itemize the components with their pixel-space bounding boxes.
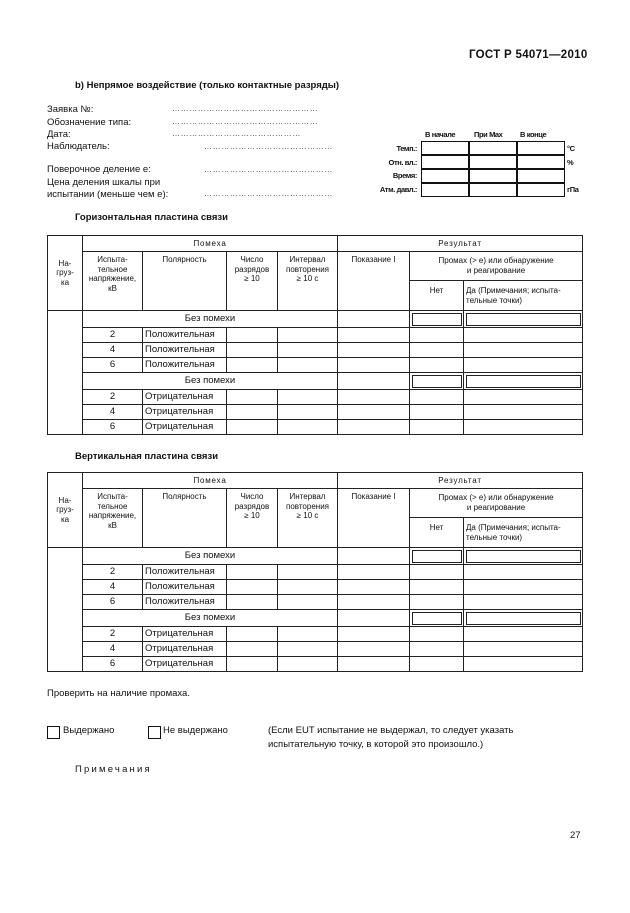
env-temp-end[interactable]: [517, 141, 565, 155]
t2-r5-no[interactable]: [410, 642, 464, 657]
t1-head-loading: На- груз- ка: [48, 236, 83, 311]
t1-head-yes: Да (Примечания; испыта- тельные точки): [464, 281, 583, 311]
t2-r2-polarity: Положительная: [143, 580, 227, 595]
env-temp-label: Темп.:: [396, 144, 417, 153]
t2-r3-indication[interactable]: [338, 595, 410, 610]
date-label: Дата:: [47, 129, 71, 140]
t1-r3-yes[interactable]: [464, 358, 583, 373]
t2-group1-label: Без помехи: [83, 548, 338, 565]
t1-g1-indication[interactable]: [338, 311, 410, 328]
env-pressure-unit: гПа: [567, 185, 579, 194]
env-col-end: В конце: [520, 130, 547, 139]
t1-r6-interval[interactable]: [278, 420, 338, 435]
env-time-label: Время:: [392, 171, 417, 180]
env-col-max: При Max: [474, 130, 503, 139]
t2-r5-yes[interactable]: [464, 642, 583, 657]
t1-g2-indication[interactable]: [338, 373, 410, 390]
table1: [47, 235, 583, 435]
env-humidity-end[interactable]: [517, 155, 565, 169]
t1-head-no: Нет: [410, 281, 464, 311]
t2-g1-yes[interactable]: [464, 548, 583, 565]
t1-r3-interval[interactable]: [278, 358, 338, 373]
t1-r5-polarity: Отрицательная: [143, 405, 227, 420]
t1-r6-indication[interactable]: [338, 420, 410, 435]
t2-r5-polarity: Отрицательная: [143, 642, 227, 657]
t1-r4-polarity: Отрицательная: [143, 390, 227, 405]
t1-r4-voltage: 2: [83, 390, 143, 405]
t1-g1-yes[interactable]: [464, 311, 583, 328]
standard-number: ГОСТ Р 54071—2010: [469, 49, 588, 61]
t2-g1-indication[interactable]: [338, 548, 410, 565]
t2-r6-yes[interactable]: [464, 657, 583, 672]
t2-r1-indication[interactable]: [338, 565, 410, 580]
t2-r6-no[interactable]: [410, 657, 464, 672]
env-temp-max[interactable]: [469, 141, 517, 155]
t1-r4-yes[interactable]: [464, 390, 583, 405]
notes-label: Примечания: [75, 764, 152, 775]
application-number-field[interactable]: ……………………………………………: [172, 104, 319, 113]
t2-r5-number[interactable]: [227, 642, 278, 657]
t2-g1-no[interactable]: [410, 548, 464, 565]
t1-r2-interval[interactable]: [278, 343, 338, 358]
t2-r6-interval[interactable]: [278, 657, 338, 672]
t1-r2-polarity: Положительная: [143, 343, 227, 358]
t1-head-voltage: Испыта- тельное напряжение, кВ: [83, 252, 143, 311]
t2-r4-number[interactable]: [227, 627, 278, 642]
t2-r5-indication[interactable]: [338, 642, 410, 657]
t1-g1-no[interactable]: [410, 311, 464, 328]
t2-g2-yes[interactable]: [464, 610, 583, 627]
t1-r2-no[interactable]: [410, 343, 464, 358]
scale-interval-label-1: Цена деления шкалы при: [47, 177, 161, 188]
t2-r2-voltage: 4: [83, 580, 143, 595]
t1-r3-voltage: 6: [83, 358, 143, 373]
t2-r3-number[interactable]: [227, 595, 278, 610]
t1-r1-indication[interactable]: [338, 328, 410, 343]
table1-title: Горизонтальная пластина связи: [75, 212, 228, 223]
t1-r5-number[interactable]: [227, 405, 278, 420]
type-designation-field[interactable]: ……………………………………………: [172, 117, 319, 126]
t2-head-voltage: Испыта- тельное напряжение, кВ: [83, 489, 143, 548]
t1-r2-indication[interactable]: [338, 343, 410, 358]
t2-r2-indication[interactable]: [338, 580, 410, 595]
t1-r1-number[interactable]: [227, 328, 278, 343]
t1-r3-no[interactable]: [410, 358, 464, 373]
t1-r4-interval[interactable]: [278, 390, 338, 405]
t2-r2-no[interactable]: [410, 580, 464, 595]
t1-r3-indication[interactable]: [338, 358, 410, 373]
t2-r4-interval[interactable]: [278, 627, 338, 642]
t1-r6-yes[interactable]: [464, 420, 583, 435]
t2-head-yes: Да (Примечания; испыта- тельные точки): [464, 518, 583, 548]
t2-r6-polarity: Отрицательная: [143, 657, 227, 672]
t2-r4-no[interactable]: [410, 627, 464, 642]
t1-r3-polarity: Положительная: [143, 358, 227, 373]
verification-division-label: Поверочное деление e:: [47, 164, 151, 175]
t2-r4-polarity: Отрицательная: [143, 627, 227, 642]
passed-label: Выдержано: [63, 725, 115, 736]
env-humidity-start[interactable]: [421, 155, 469, 169]
env-temp-start[interactable]: [421, 141, 469, 155]
table2-title: Вертикальная пластина связи: [75, 451, 219, 462]
t1-r6-no[interactable]: [410, 420, 464, 435]
t1-g2-no[interactable]: [410, 373, 464, 390]
t1-head-interval: Интервал повторения ≥ 10 с: [278, 252, 338, 311]
t2-r3-interval[interactable]: [278, 595, 338, 610]
t1-r4-number[interactable]: [227, 390, 278, 405]
t2-group2-label: Без помехи: [83, 610, 338, 627]
t2-r1-number[interactable]: [227, 565, 278, 580]
scale-interval-field[interactable]: ………………………………………: [204, 189, 333, 198]
t1-head-number: Число разрядов ≥ 10: [227, 252, 278, 311]
env-pressure-label: Атм. давл.:: [379, 185, 417, 194]
t1-g2-yes[interactable]: [464, 373, 583, 390]
t1-r2-voltage: 4: [83, 343, 143, 358]
t2-r6-indication[interactable]: [338, 657, 410, 672]
t1-head-error: Промах (> e) или обнаружение и реагирование: [410, 252, 583, 281]
date-field[interactable]: ………………………………………: [172, 129, 301, 138]
t1-head-result: Результат: [338, 236, 583, 252]
t2-r4-yes[interactable]: [464, 627, 583, 642]
t1-head-interference: Помеха: [83, 236, 338, 252]
t1-r5-yes[interactable]: [464, 405, 583, 420]
env-pressure-end[interactable]: [517, 183, 565, 197]
t2-head-indication: Показание I: [338, 489, 410, 548]
section-title: b) Непрямое воздействие (только контактные разряды): [75, 80, 340, 91]
t2-head-interval: Интервал повторения ≥ 10 с: [278, 489, 338, 548]
env-time-end[interactable]: [517, 169, 565, 183]
env-humidity-unit: %: [567, 158, 574, 167]
t1-r4-no[interactable]: [410, 390, 464, 405]
t2-head-polarity: Полярность: [143, 489, 227, 548]
env-humidity-max[interactable]: [469, 155, 517, 169]
t2-r6-number[interactable]: [227, 657, 278, 672]
t2-head-interference: Помеха: [83, 473, 338, 489]
t1-head-indication: Показание I: [338, 252, 410, 311]
env-pressure-max[interactable]: [469, 183, 517, 197]
t2-g2-no[interactable]: [410, 610, 464, 627]
t1-r2-yes[interactable]: [464, 343, 583, 358]
t2-head-no: Нет: [410, 518, 464, 548]
scale-interval-label-2: испытании (меньше чем e):: [47, 189, 169, 200]
type-designation-label: Обозначение типа:: [47, 117, 132, 128]
t2-r3-yes[interactable]: [464, 595, 583, 610]
t2-head-loading: На- груз- ка: [48, 473, 83, 548]
t2-loading-cell[interactable]: [48, 548, 83, 672]
t1-loading-cell[interactable]: [48, 311, 83, 435]
failed-checkbox[interactable]: [148, 726, 161, 739]
t1-r6-voltage: 6: [83, 420, 143, 435]
env-time-start[interactable]: [421, 169, 469, 183]
t1-r5-no[interactable]: [410, 405, 464, 420]
t1-r4-indication[interactable]: [338, 390, 410, 405]
failure-note-line2: испытательную точку, в которой это произошло.): [268, 739, 484, 750]
env-col-start: В начале: [425, 130, 456, 139]
env-time-max[interactable]: [469, 169, 517, 183]
t1-r1-interval[interactable]: [278, 328, 338, 343]
t2-head-number: Число разрядов ≥ 10: [227, 489, 278, 548]
observer-field[interactable]: ………………………………………: [204, 142, 333, 151]
t2-r3-polarity: Положительная: [143, 595, 227, 610]
t2-r4-indication[interactable]: [338, 627, 410, 642]
t1-r1-yes[interactable]: [464, 328, 583, 343]
t2-r1-yes[interactable]: [464, 565, 583, 580]
t2-r1-interval[interactable]: [278, 565, 338, 580]
env-humidity-label: Отн. вл.:: [388, 158, 417, 167]
t1-r1-polarity: Положительная: [143, 328, 227, 343]
passed-checkbox[interactable]: [47, 726, 60, 739]
t1-r2-number[interactable]: [227, 343, 278, 358]
t1-r3-number[interactable]: [227, 358, 278, 373]
observer-label: Наблюдатель:: [47, 141, 110, 152]
t2-r5-voltage: 4: [83, 642, 143, 657]
t2-r6-voltage: 6: [83, 657, 143, 672]
t2-head-error: Промах (> e) или обнаружение и реагирование: [410, 489, 583, 518]
t2-r1-polarity: Положительная: [143, 565, 227, 580]
t2-r5-interval[interactable]: [278, 642, 338, 657]
t2-r1-no[interactable]: [410, 565, 464, 580]
t2-r3-voltage: 6: [83, 595, 143, 610]
t2-r3-no[interactable]: [410, 595, 464, 610]
t1-r1-voltage: 2: [83, 328, 143, 343]
t1-r6-polarity: Отрицательная: [143, 420, 227, 435]
env-pressure-start[interactable]: [421, 183, 469, 197]
t1-head-polarity: Полярность: [143, 252, 227, 311]
t1-r1-no[interactable]: [410, 328, 464, 343]
t2-r2-yes[interactable]: [464, 580, 583, 595]
t1-r5-indication[interactable]: [338, 405, 410, 420]
t2-r4-voltage: 2: [83, 627, 143, 642]
t1-r6-number[interactable]: [227, 420, 278, 435]
failure-note-line1: (Если EUT испытание не выдержал, то следует указать: [268, 725, 514, 736]
table2: [47, 472, 583, 672]
check-instruction: Проверить на наличие промаха.: [47, 688, 190, 699]
env-temp-unit: °C: [567, 144, 575, 153]
t2-r2-number[interactable]: [227, 580, 278, 595]
t2-head-result: Результат: [338, 473, 583, 489]
t2-r1-voltage: 2: [83, 565, 143, 580]
page-number: 27: [570, 830, 581, 841]
application-number-label: Заявка №:: [47, 104, 94, 115]
t1-group2-label: Без помехи: [83, 373, 338, 390]
t1-r5-voltage: 4: [83, 405, 143, 420]
t2-g2-indication[interactable]: [338, 610, 410, 627]
t2-r2-interval[interactable]: [278, 580, 338, 595]
verification-division-field[interactable]: ………………………………………: [204, 165, 333, 174]
failed-label: Не выдержано: [163, 725, 228, 736]
t1-r5-interval[interactable]: [278, 405, 338, 420]
t1-group1-label: Без помехи: [83, 311, 338, 328]
